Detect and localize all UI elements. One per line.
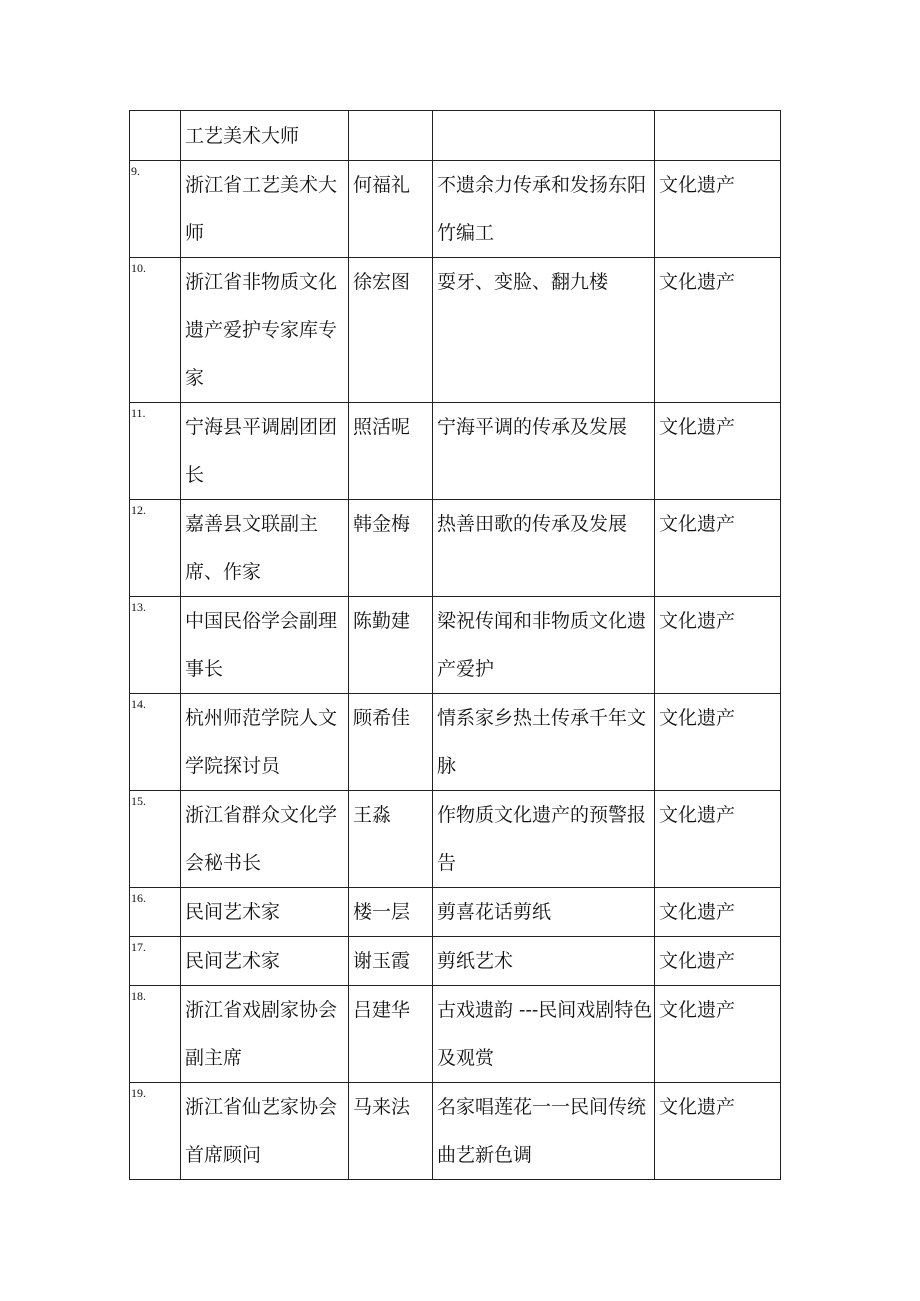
expert-name — [349, 111, 433, 161]
table-row — [130, 791, 781, 888]
expert-title: 嘉善县文联副主席、作家 — [181, 500, 349, 597]
expert-lecture-table — [129, 110, 781, 1180]
expert-name: 韩金梅 — [349, 500, 433, 597]
expert-name: 何福礼 — [349, 161, 433, 258]
lecture-topic: 梁祝传闻和非物质文化遗产爱护 — [433, 597, 655, 694]
expert-title: 浙江省群众文化学会秘书长 — [181, 791, 349, 888]
table-row — [130, 111, 781, 161]
lecture-category: 文化遗产 — [655, 694, 781, 791]
expert-name: 陈勤建 — [349, 597, 433, 694]
row-number — [130, 111, 181, 161]
lecture-category: 文化遗产 — [655, 597, 781, 694]
expert-name: 顾希佳 — [349, 694, 433, 791]
row-number: 11. — [130, 403, 181, 500]
row-number: 16. — [130, 888, 181, 937]
lecture-topic: 耍牙、变脸、翻九楼 — [433, 258, 655, 403]
row-number: 18. — [130, 986, 181, 1083]
table-row — [130, 403, 781, 500]
expert-title: 浙江省工艺美术大师 — [181, 161, 349, 258]
row-number: 14. — [130, 694, 181, 791]
lecture-category: 文化遗产 — [655, 888, 781, 937]
lecture-topic: 古戏遗韵 ---民间戏剧特色及观赏 — [433, 986, 655, 1083]
lecture-topic: 宁海平调的传承及发展 — [433, 403, 655, 500]
expert-title: 浙江省戏剧家协会副主席 — [181, 986, 349, 1083]
row-number: 12. — [130, 500, 181, 597]
table-row — [130, 888, 781, 937]
expert-title: 中国民俗学会副理事长 — [181, 597, 349, 694]
lecture-category: 文化遗产 — [655, 161, 781, 258]
expert-name: 王淼 — [349, 791, 433, 888]
expert-name: 徐宏图 — [349, 258, 433, 403]
lecture-category: 文化遗产 — [655, 258, 781, 403]
expert-name: 吕建华 — [349, 986, 433, 1083]
lecture-topic — [433, 111, 655, 161]
expert-name: 马来法 — [349, 1083, 433, 1180]
expert-title: 浙江省仙艺家协会首席顾问 — [181, 1083, 349, 1180]
expert-title: 民间艺术家 — [181, 937, 349, 986]
lecture-category: 文化遗产 — [655, 403, 781, 500]
row-number: 13. — [130, 597, 181, 694]
lecture-category: 文化遗产 — [655, 1083, 781, 1180]
expert-title: 民间艺术家 — [181, 888, 349, 937]
row-number: 10. — [130, 258, 181, 403]
expert-name: 照活呢 — [349, 403, 433, 500]
lecture-topic: 名家唱莲花一一民间传统曲艺新色调 — [433, 1083, 655, 1180]
expert-title: 杭州师范学院人文学院探讨员 — [181, 694, 349, 791]
lecture-topic: 情系家乡热土传承千年文脉 — [433, 694, 655, 791]
row-number: 19. — [130, 1083, 181, 1180]
lecture-topic: 剪纸艺术 — [433, 937, 655, 986]
expert-title: 工艺美术大师 — [181, 111, 349, 161]
expert-name: 楼一层 — [349, 888, 433, 937]
lecture-category: 文化遗产 — [655, 791, 781, 888]
lecture-category: 文化遗产 — [655, 500, 781, 597]
expert-name: 谢玉霞 — [349, 937, 433, 986]
table-row — [130, 986, 781, 1083]
lecture-category: 文化遗产 — [655, 937, 781, 986]
table-row — [130, 597, 781, 694]
expert-title: 浙江省非物质文化遗产爱护专家库专家 — [181, 258, 349, 403]
lecture-category: 文化遗产 — [655, 986, 781, 1083]
table-row — [130, 1083, 781, 1180]
expert-title: 宁海县平调剧团团长 — [181, 403, 349, 500]
lecture-topic: 不遗余力传承和发扬东阳竹编工 — [433, 161, 655, 258]
lecture-topic: 作物质文化遗产的预警报告 — [433, 791, 655, 888]
lecture-category — [655, 111, 781, 161]
row-number: 9. — [130, 161, 181, 258]
lecture-topic: 热善田歌的传承及发展 — [433, 500, 655, 597]
table-row — [130, 500, 781, 597]
table-row — [130, 258, 781, 403]
table-row — [130, 161, 781, 258]
row-number: 15. — [130, 791, 181, 888]
table-row — [130, 694, 781, 791]
table-row — [130, 937, 781, 986]
lecture-topic: 剪喜花话剪纸 — [433, 888, 655, 937]
row-number: 17. — [130, 937, 181, 986]
